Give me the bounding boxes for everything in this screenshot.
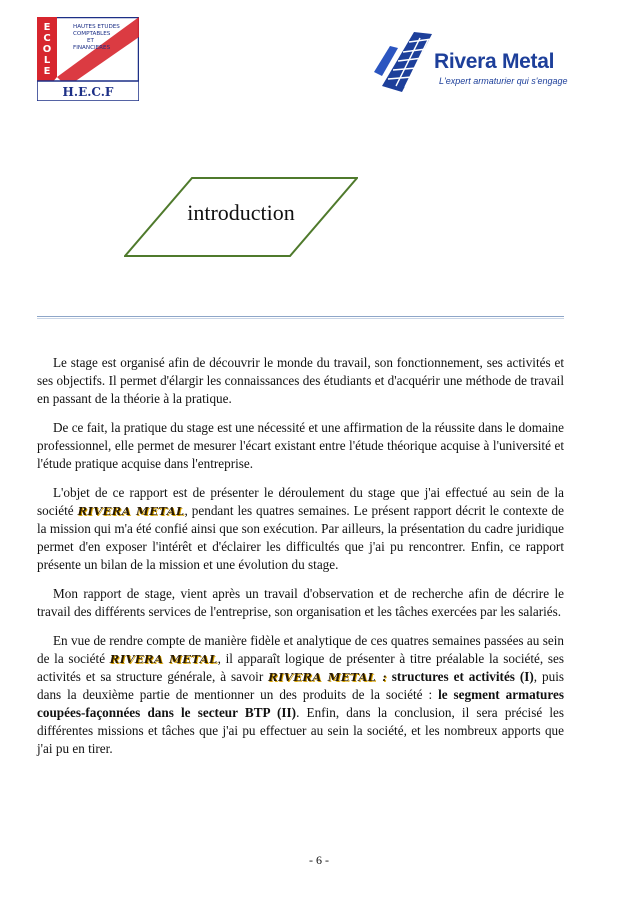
text-run: , pendant les quatres semaines. Le présent rapport décrit le contexte de la mission qui m'a été confié ainsi que son exécution. Par ailleurs, la présentation du cadre juridique permet d'en exposer l'intérêt et d'éclairer les difficultés que j'ai pu rencontrer. Enfin, ce rapport présente un bilan de la mission et une évolution du stage.: [37, 503, 564, 572]
company-name-inline: RIVERA METAL :: [268, 670, 387, 684]
ecole-letter: O: [42, 44, 52, 55]
ecole-letter: E: [43, 66, 51, 77]
text-run: De ce fait, la pratique du stage est une nécessité et une affirmation de la réussite dans le domaine professionnel, elle permet de mesurer l'écart existant entre l'étude théorique acquise à l'université et l'étude pratique acquise dans l'entreprise.: [37, 420, 564, 471]
text-run: Le stage est organisé afin de découvrir le monde du travail, son fonctionnement, ses activités et ses objectifs. Il permet d'élargir les connaissances des étudiants et d'acquérir une méthode de travail en passant de la théorie à la pratique.: [37, 355, 564, 406]
bold-text: le segment armatures coupées-façonnées dans le secteur BTP (II): [37, 687, 564, 720]
company-tagline: L'expert armaturier qui s'engage: [439, 76, 568, 86]
ecole-letter: C: [43, 33, 51, 44]
text-run: Mon rapport de stage, vient après un travail d'observation et de recherche afin de décrire le travail des différents services de l'entreprise, son organisation et les tâches exercées par les salariés.: [37, 586, 564, 619]
section-title: introduction: [187, 200, 295, 225]
paragraph: [37, 484, 564, 574]
paragraph: [37, 632, 564, 758]
paragraph: [37, 354, 564, 408]
paragraph: [37, 419, 564, 473]
section-divider: [37, 316, 564, 317]
text-run: , il apparaît logique de présenter à titre préalable la société, ses activités et sa structure générale, à savoir: [37, 651, 565, 684]
body-text: [37, 354, 564, 769]
text-run: . Enfin, dans la conclusion, il sera précisé les différentes missions et tâches que j'ai pu effectuer au sein la société, et les nombreux apports que j'ai pu en tirer.: [37, 705, 564, 756]
rebar-mesh-icon: [374, 32, 434, 92]
text-run: L'objet de ce rapport est de présenter le déroulement du stage que j'ai effectué au sein de la société: [37, 485, 564, 518]
section-divider-shadow: [37, 318, 564, 319]
paragraph: [37, 585, 564, 621]
company-name-inline: RIVERA METAL: [77, 504, 185, 518]
company-name: Rivera Metal: [434, 50, 555, 73]
hecf-tagline-line: FINANCIERES: [73, 45, 111, 51]
hecf-abbreviation: H.E.C.F: [62, 85, 114, 99]
text-run: , puis dans la deuxième partie de mentionner un des produits de la société :: [37, 669, 564, 702]
hecf-tagline-line: COMPTABLES: [73, 31, 111, 37]
bold-text: structures et activités (I): [391, 669, 534, 684]
ecole-letter: E: [43, 22, 51, 33]
hecf-tagline-line: ET: [87, 38, 94, 44]
hecf-tagline-line: HAUTES ETUDES: [73, 24, 120, 30]
text-run: En vue de rendre compte de manière fidèle et analytique de ces quatres semaines passées au sein de la société: [37, 633, 564, 666]
page-number: - 6 -: [309, 853, 329, 867]
hecf-logo: [37, 17, 139, 101]
company-name-inline: RIVERA METAL: [109, 652, 218, 666]
ecole-letter: L: [43, 55, 51, 66]
